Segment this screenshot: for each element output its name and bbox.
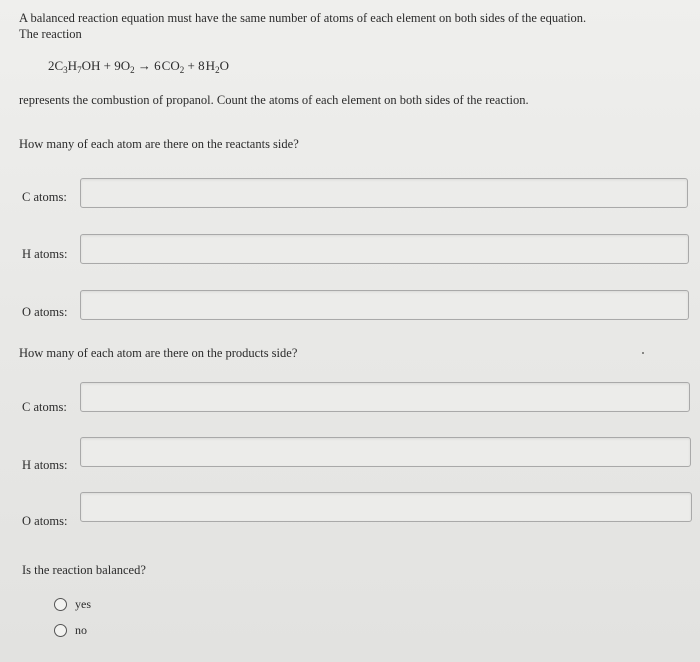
radio-label-no: no (75, 623, 87, 637)
radio-button-yes[interactable] (54, 598, 67, 611)
reactants-h-input[interactable] (80, 234, 689, 264)
balanced-question: Is the reaction balanced? (22, 563, 146, 577)
reactants-c-label: C atoms: (22, 190, 67, 204)
stray-dot (642, 352, 644, 354)
products-o-input[interactable] (80, 492, 692, 522)
reactants-h-label: H atoms: (22, 247, 68, 261)
reactants-question: How many of each atom are there on the reactants side? (19, 137, 299, 151)
radio-label-yes: yes (75, 597, 91, 611)
reactants-c-input[interactable] (80, 178, 688, 208)
radio-option-yes[interactable] (54, 597, 91, 612)
reactants-o-input[interactable] (80, 290, 689, 320)
products-c-input[interactable] (80, 382, 690, 412)
intro-line-2: The reaction (19, 27, 82, 41)
radio-option-no[interactable] (54, 623, 87, 638)
reactants-o-label: O atoms: (22, 305, 68, 319)
products-c-label: C atoms: (22, 400, 67, 414)
products-h-label: H atoms: (22, 458, 68, 472)
products-o-label: O atoms: (22, 514, 68, 528)
products-question: How many of each atom are there on the products side? (19, 346, 298, 360)
reaction-arrow: → (137, 58, 151, 73)
reaction-equation: $2C_3H_7OH + 9O_2 \to 6$ $CO_2 + 8$ $H_2O$ (48, 58, 229, 75)
reaction-description: represents the combustion of propanol. Count the atoms of each element on both sides of the reaction. (19, 93, 529, 107)
intro-line-1: A balanced reaction equation must have the same number of atoms of each element on both sides of the equation. (19, 11, 587, 25)
products-h-input[interactable] (80, 437, 691, 467)
radio-button-no[interactable] (54, 624, 67, 637)
